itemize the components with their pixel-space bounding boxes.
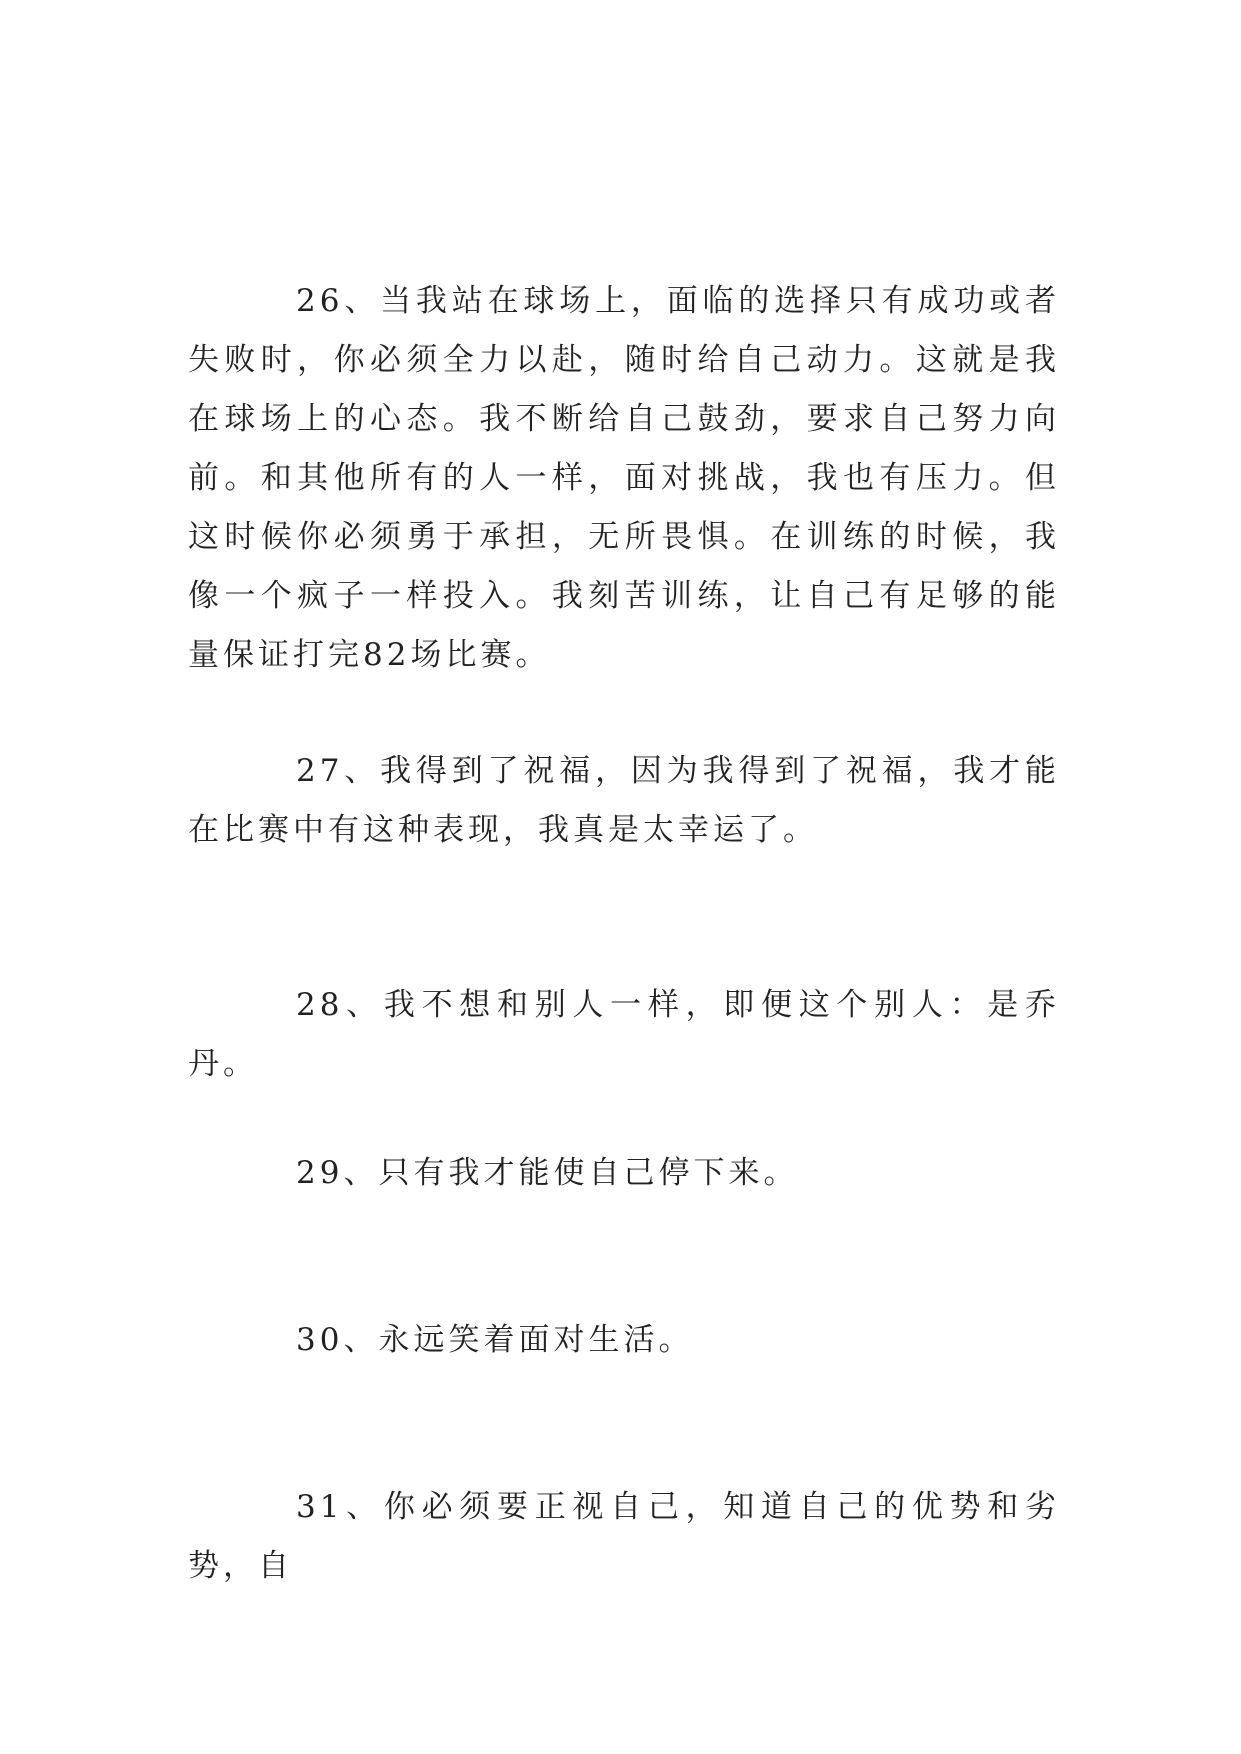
paragraph-28: 28、我不想和别人一样，即便这个别人：是乔丹。 <box>188 987 1060 1082</box>
paragraph-31: 31、你必须要正视自己，知道自己的优势和劣势，自 <box>188 1489 1060 1584</box>
paragraph-27: 27、我得到了祝福，因为我得到了祝福，我才能在比赛中有这种表现，我真是太幸运了。 <box>188 753 1060 848</box>
paragraph-26: 26、当我站在球场上，面临的选择只有成功或者失败时，你必须全力以赴，随时给自己动力。这就是我在球场上的心态。我不断给自己鼓劲，要求自己努力向前。和其他所有的人一样，面对挑战，我也有压力。但这时候你必须勇于承担，无所畏惧。在训练的时候，我像一个疯子一样投入。我刻苦训练，让自己有足够的能量保证打完82场比赛。 <box>188 283 1060 673</box>
paragraph-29: 29、只有我才能使自己停下来。 <box>296 1155 799 1191</box>
paragraph-30: 30、永远笑着面对生活。 <box>296 1322 694 1358</box>
